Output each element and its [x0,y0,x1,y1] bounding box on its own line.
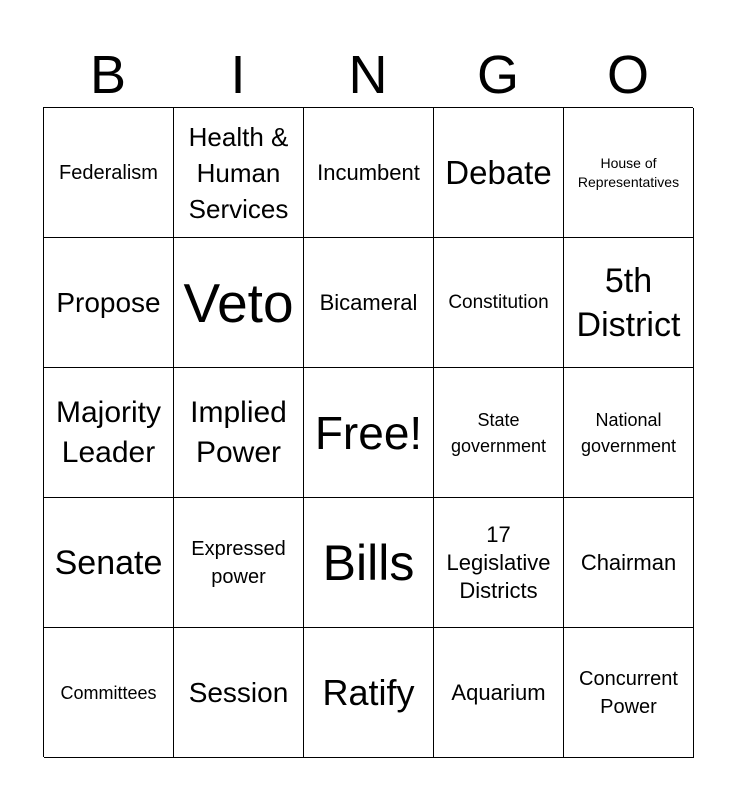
bingo-cell-r3-c2[interactable] [174,368,304,498]
cell-label: Expressed power [191,537,286,588]
bingo-cell-r5-c5[interactable] [564,628,694,758]
cell-label: Senate [54,543,163,582]
bingo-cell-r3-c4[interactable] [434,368,564,498]
cell-label: Bicameral [319,289,418,315]
cell-label: Implied Power [190,395,287,469]
header-letter-b: B [89,45,127,105]
cell-label: Debate [445,153,552,191]
cell-label: Session [188,677,289,708]
bingo-cell-r3-c1[interactable] [44,368,174,498]
bingo-cell-r2-c5[interactable] [564,238,694,368]
cell-label: Constitution [448,292,549,313]
free-space-label: Free! [314,406,423,459]
header-letter-g: G [476,45,519,105]
cell-label: Concurrent Power [579,667,678,718]
bingo-cell-r1-c4[interactable] [434,108,564,238]
cell-label: Propose [56,287,161,318]
cell-label: Aquarium [451,679,546,705]
cell-label: National government [580,409,677,456]
bingo-cell-r4-c4[interactable] [434,498,564,628]
header-letter-o: O [606,45,649,105]
bingo-cell-r4-c1[interactable] [44,498,174,628]
bingo-cell-r1-c1[interactable] [44,108,174,238]
bingo-cell-r2-c1[interactable] [44,238,174,368]
cell-label: Ratify [322,672,415,713]
bingo-cell-r1-c3[interactable] [304,108,434,238]
bingo-cell-r1-c2[interactable] [174,108,304,238]
header-letter-n: N [348,45,388,105]
cell-label: Incumbent [317,159,420,185]
cell-label: 17 Legislative Districts [446,521,551,603]
cell-label: Federalism [59,161,158,184]
bingo-cell-r3-c5[interactable] [564,368,694,498]
bingo-cell-r5-c1[interactable] [44,628,174,758]
bingo-board [43,107,693,757]
cell-label: House of Representatives [577,154,680,190]
bingo-cell-r2-c2[interactable] [174,238,304,368]
cell-label: Veto [183,271,294,334]
cell-label: Committees [60,682,157,703]
bingo-cell-r5-c4[interactable] [434,628,564,758]
bingo-cell-r2-c4[interactable] [434,238,564,368]
bingo-cell-r4-c3[interactable] [304,498,434,628]
bingo-cell-r5-c3[interactable] [304,628,434,758]
bingo-cell-r5-c2[interactable] [174,628,304,758]
bingo-cell-r4-c2[interactable] [174,498,304,628]
bingo-header [43,44,693,106]
bingo-cell-r1-c5[interactable] [564,108,694,238]
cell-label: Health & Human Services [188,121,289,224]
cell-label: Majority Leader [55,395,161,469]
cell-label: State government [450,409,547,456]
bingo-free-space[interactable] [304,368,434,498]
header-letter-i: I [230,45,246,105]
bingo-cell-r2-c3[interactable] [304,238,434,368]
cell-label: Chairman [580,549,677,575]
cell-label: 5th District [576,261,681,344]
bingo-cell-r4-c5[interactable] [564,498,694,628]
cell-label: Bills [322,534,415,591]
